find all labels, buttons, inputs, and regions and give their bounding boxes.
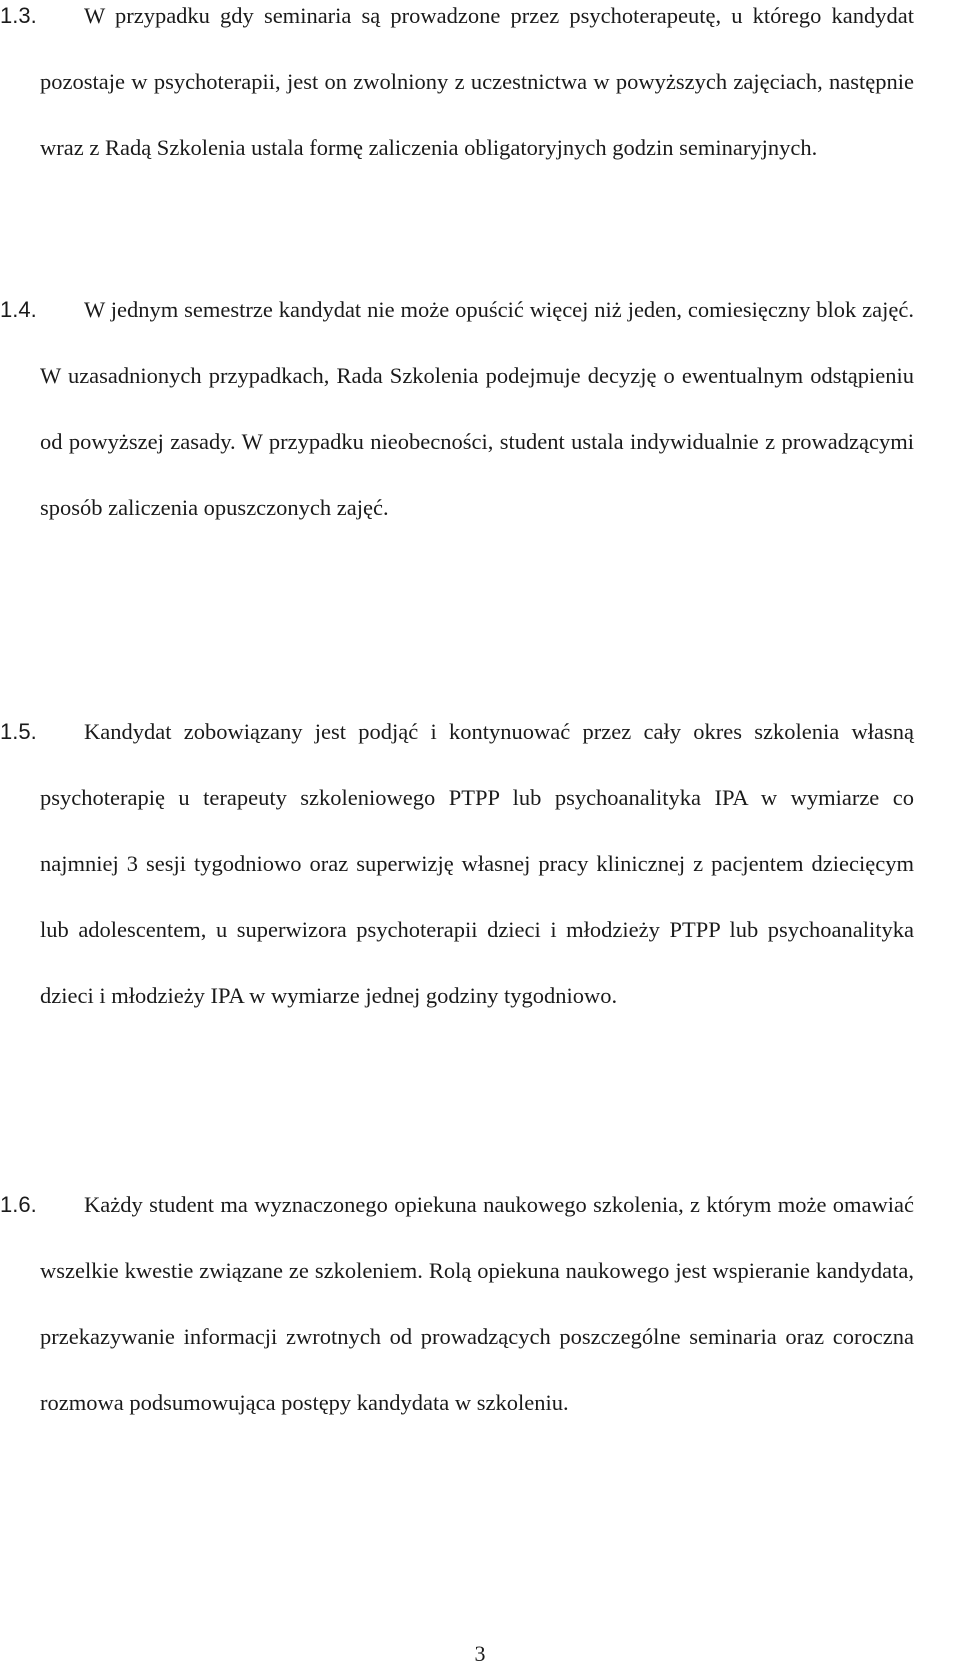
section-number: 1.6. — [0, 1192, 37, 1217]
section-number: 1.4. — [0, 297, 37, 322]
section-number: 1.3. — [0, 3, 37, 28]
section-paragraph: Kandydat zobowiązany jest podjąć i kontynuować przez cały okres szkolenia własną psychoterapię u terapeuty szkoleniowego PTPP lub psychoanalityka IPA w wymiarze co najmniej 3 sesji tygodniowo oraz superwizję własnej pracy klinicznej z pacjentem dziecięcym lub adolescentem, u superwizora psychoterapii dzieci i młodzieży PTPP lub psychoanalityka dzieci i młodzieży IPA w wymiarze jednej godziny tygodniowo. — [40, 719, 914, 1008]
section-paragraph: W jednym semestrze kandydat nie może opuścić więcej niż jeden, comiesięczny blok zajęć. W uzasadnionych przypadkach, Rada Szkolenia podejmuje decyzję o ewentualnym odstąpieniu od powyższej zasady. W przypadku nieobecności, student ustala indywidualnie z prowadzącymi sposób zaliczenia opuszczonych zajęć. — [40, 297, 914, 520]
section-paragraph: W przypadku gdy seminaria są prowadzone przez psychoterapeutę, u którego kandydat pozostaje w psychoterapii, jest on zwolniony z uczestnictwa w powyższych zajęciach, następnie wraz z Radą Szkolenia ustala formę zaliczenia obligatoryjnych godzin seminaryjnych. — [40, 3, 914, 160]
section-paragraph: Każdy student ma wyznaczonego opiekuna naukowego szkolenia, z którym może omawiać wszelkie kwestie związane ze szkoleniem. Rolą opiekuna naukowego jest wspieranie kandydata, przekazywanie informacji zwrotnych od prowadzących poszczególne seminaria oraz coroczna rozmowa podsumowująca postępy kandydata w szkoleniu. — [40, 1192, 914, 1415]
page-number: 3 — [474, 1641, 486, 1666]
section-number: 1.5. — [0, 719, 37, 744]
